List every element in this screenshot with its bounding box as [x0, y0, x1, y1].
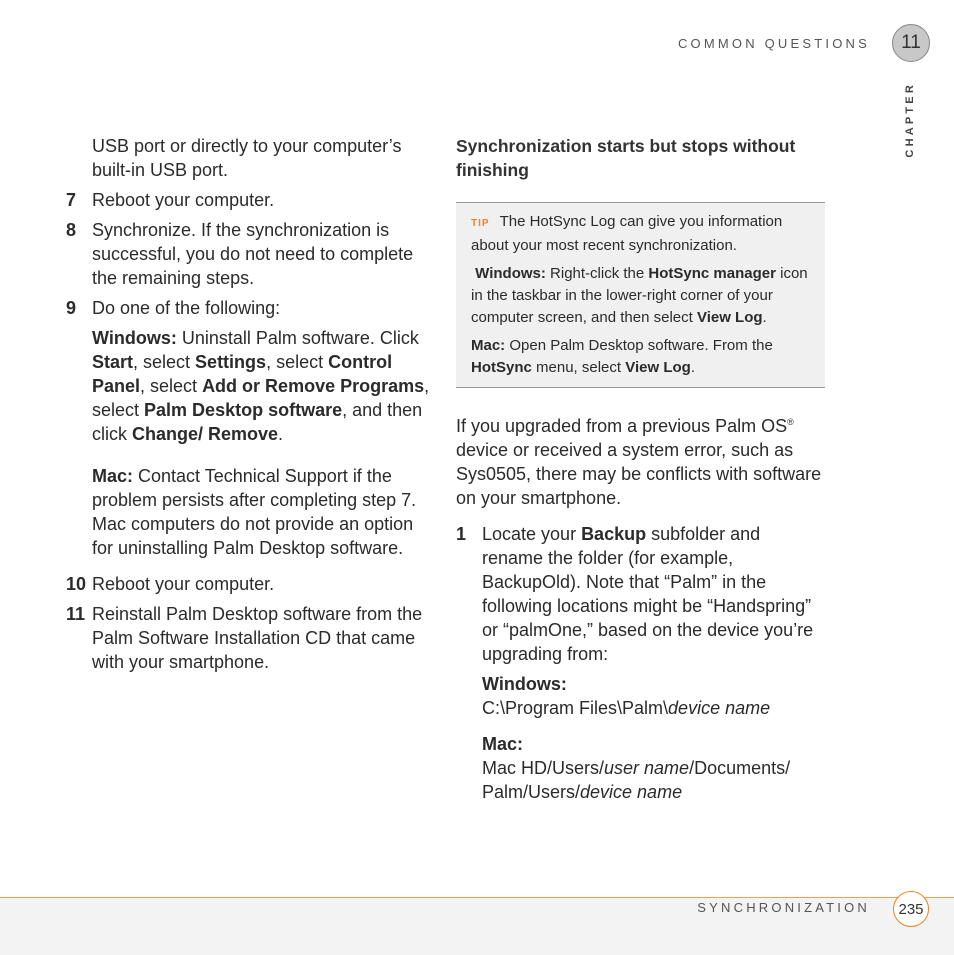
- text: Locate your: [482, 524, 582, 544]
- registered-mark: ®: [787, 417, 794, 427]
- text: menu, select: [531, 359, 626, 376]
- mac-instructions: [92, 464, 436, 560]
- text: /Documents/ Palm/Users/: [482, 758, 791, 802]
- text: Uninstall Palm software. Click: [176, 328, 419, 348]
- device-name-term: device name: [580, 782, 683, 802]
- settings-term: Settings: [195, 352, 267, 372]
- device-name-term: device name: [668, 698, 771, 718]
- change-remove-term: Change/ Remove: [132, 424, 279, 444]
- tip-mac-label: Mac:: [471, 337, 506, 354]
- step-text: Reboot your computer.: [92, 574, 275, 594]
- footer-section: SYNCHRONIZATION: [697, 900, 870, 915]
- label: Windows:: [482, 674, 567, 694]
- step-number: 10: [66, 574, 87, 594]
- text: icon in the taskbar in the lower-right corner of your computer screen, and then select: [471, 265, 808, 326]
- step-number: 7: [66, 190, 77, 210]
- intro-paragraph: [456, 410, 826, 510]
- mac-path: [482, 756, 826, 804]
- tip-box: [456, 202, 825, 388]
- tip-text: The HotSync Log can give you information about your most recent synchronization.: [471, 213, 783, 254]
- mac-label: Mac:: [92, 466, 134, 486]
- section-heading: Synchronization starts but stops without finishing: [456, 136, 796, 180]
- control-panel-term: Control Panel: [92, 352, 393, 396]
- text: Contact Technical Support if the problem persists after completing step 7. Mac computers do not provide an option for uninstalling Palm Desktop software.: [92, 466, 417, 558]
- text: Open Palm Desktop software. From the: [505, 337, 773, 354]
- step-8: [66, 218, 436, 290]
- text: , select: [92, 376, 430, 420]
- text: .: [278, 424, 284, 444]
- step-number: 8: [66, 220, 77, 240]
- step-1: [456, 522, 826, 666]
- text: subfolder and rename the folder (for example, BackupOld). Note that “Palm” in the following locations might be “Handspring” or “palmOne,” based on the device you’re upgrading from:: [482, 524, 814, 664]
- step-text: Reinstall Palm Desktop software from the Palm Software Installation CD that came with your smartphone.: [92, 604, 423, 672]
- chapter-label: CHAPTER: [904, 82, 916, 158]
- text: .: [762, 309, 767, 326]
- text: If you upgraded from a previous Palm OS: [456, 416, 788, 436]
- user-name-term: user name: [604, 758, 690, 778]
- text: , select: [266, 352, 329, 372]
- step-number: 1: [456, 524, 467, 544]
- step-11: [66, 602, 436, 674]
- step-text: Synchronize. If the synchronization is successful, you do not need to complete the remaining steps.: [92, 220, 414, 288]
- windows-path: [482, 696, 826, 720]
- text: , select: [133, 352, 196, 372]
- windows-path-label: [482, 672, 826, 696]
- view-log-term: View Log: [696, 309, 763, 326]
- windows-label: Windows:: [92, 328, 177, 348]
- step-10: [66, 572, 436, 596]
- intro-text: USB port or directly to your computer’s built-in USB port.: [92, 136, 402, 180]
- palm-desktop-term: Palm Desktop software: [144, 400, 343, 420]
- text: , select: [140, 376, 203, 396]
- step-number: 9: [66, 298, 77, 318]
- add-remove-term: Add or Remove Programs: [202, 376, 425, 396]
- step-9: [66, 296, 436, 320]
- text: , and then click: [92, 400, 423, 444]
- windows-instructions: [92, 326, 436, 446]
- tip-mac: [471, 335, 811, 379]
- chapter-number-badge: 11: [892, 24, 930, 62]
- backup-term: Backup: [581, 524, 647, 544]
- left-column: [66, 134, 436, 680]
- tip-windows-label: Windows:: [475, 265, 546, 282]
- text: Mac HD/Users/: [482, 758, 605, 778]
- step-text: [482, 522, 826, 666]
- windows-path-block: [482, 672, 826, 720]
- right-column: [456, 134, 826, 816]
- view-log-term: View Log: [625, 359, 691, 376]
- step-text: Do one of the following:: [92, 298, 281, 318]
- start-term: Start: [92, 352, 134, 372]
- label: Mac:: [482, 734, 524, 754]
- hotsync-manager-term: HotSync manager: [648, 265, 776, 282]
- text: Right-click the: [545, 265, 649, 282]
- text: device or received a system error, such as Sys0505, there may be conflicts with software on your smartphone.: [456, 440, 822, 508]
- tip-label: TIP: [471, 218, 490, 229]
- mac-path-block: [482, 732, 826, 804]
- text: C:\Program Files\Palm\: [482, 698, 669, 718]
- step-7: [66, 188, 436, 212]
- text: .: [690, 359, 695, 376]
- step-number: 11: [66, 604, 86, 624]
- page-number-badge: 235: [893, 891, 929, 927]
- step-text: Reboot your computer.: [92, 190, 275, 210]
- mac-path-label: [482, 732, 826, 756]
- hotsync-term: HotSync: [471, 359, 532, 376]
- tip-windows: [471, 263, 811, 329]
- running-header: COMMON QUESTIONS: [677, 36, 870, 51]
- tip-intro: [471, 211, 811, 257]
